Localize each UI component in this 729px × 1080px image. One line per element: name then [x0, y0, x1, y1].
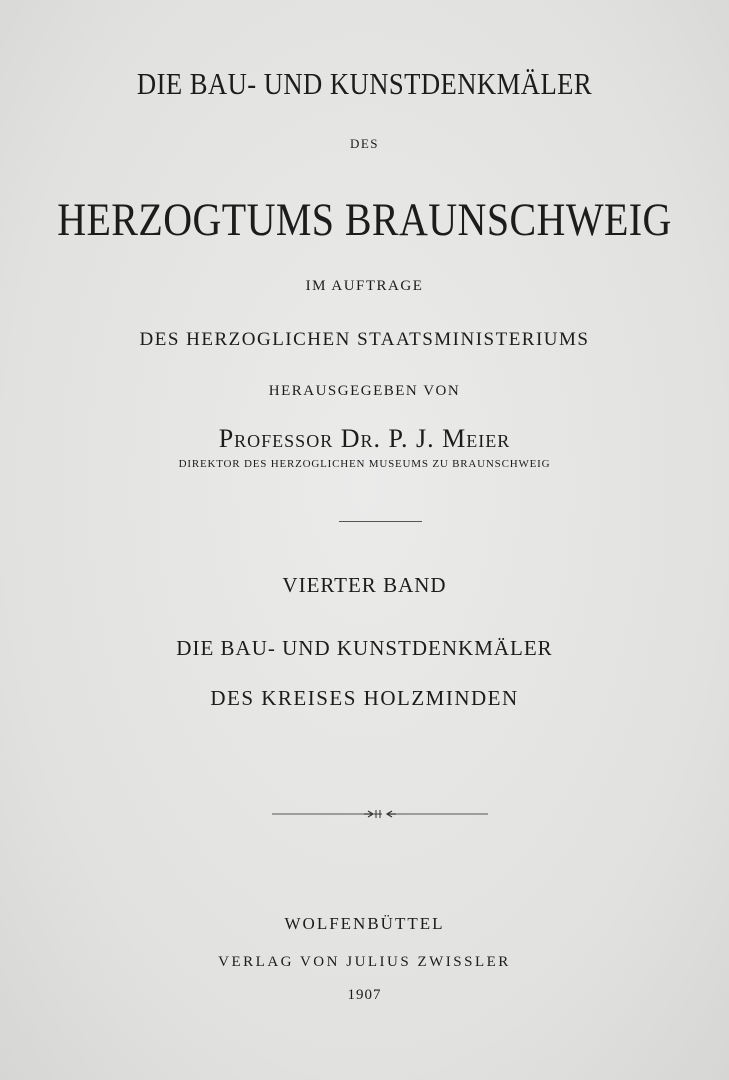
duchy-title: HERZOGTUMS BRAUNSCHWEIG [57, 194, 672, 246]
publisher: VERLAG VON JULIUS ZWISSLER [218, 954, 511, 970]
commission-line: IM AUFTRAGE [305, 278, 424, 294]
editor-name: Professor Dr. P. J. Meier [218, 424, 511, 453]
volume-number: VIERTER BAND [282, 573, 447, 597]
editor-title: DIREKTOR DES HERZOGLICHEN MUSEUMS ZU BRAUNSCHWEIG [178, 458, 551, 470]
ornament-divider-icon [272, 806, 488, 822]
volume-title-line-2: DES KREISES HOLZMINDEN [210, 686, 519, 710]
series-title: DIE BAU- UND KUNSTDENKMÄLER [136, 66, 593, 101]
ministry-line: DES HERZOGLICHEN STAATSMINISTERIUMS [139, 329, 590, 350]
place-of-publication: WOLFENBÜTTEL [284, 914, 445, 933]
divider-rule [339, 521, 422, 522]
des-word: DES [349, 136, 380, 151]
editor-label: HERAUSGEGEBEN VON [268, 383, 461, 399]
publication-year: 1907 [347, 987, 382, 1003]
volume-title-line-1: DIE BAU- UND KUNSTDENKMÄLER [176, 636, 553, 660]
